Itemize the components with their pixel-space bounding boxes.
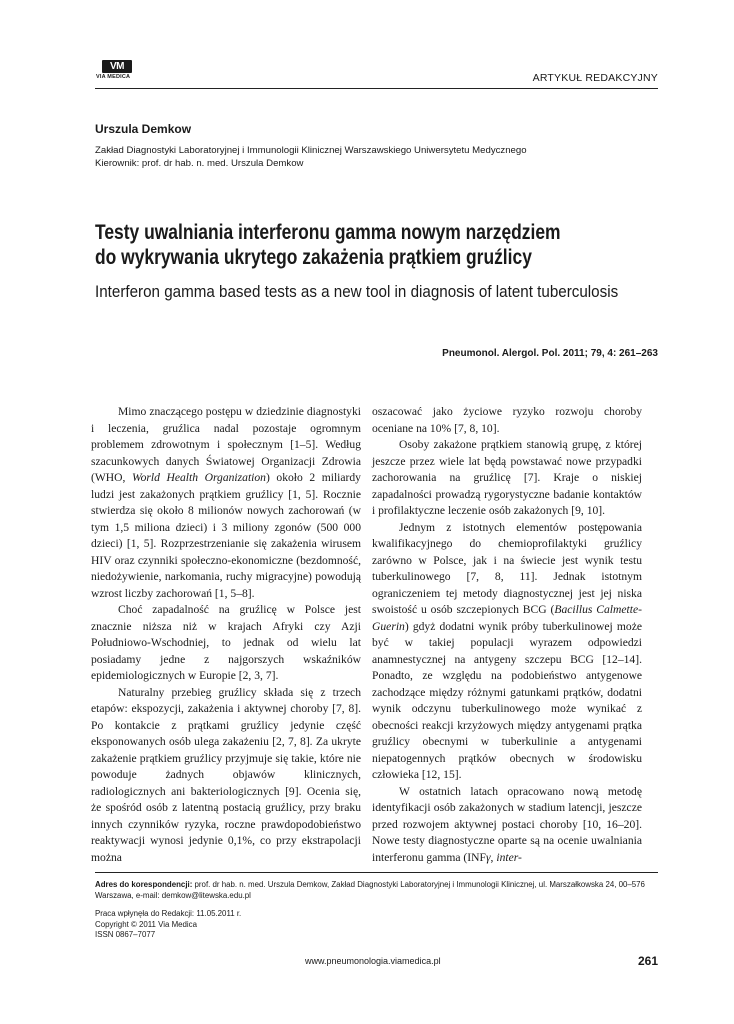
paragraph: Jednym z istotnych elementów postępowania kwalifikacyjnego do chemioprofilaktyki gruźlicy zarówno w Polsce, jak i na świecie jest wynik testu tuberkulinowego [7, 8, 11]. Jednak istotnym ograniczeniem tej metody diagnostycznej jest jej niska swoistość u osób szczepionych BCG (Bacillus Calmette-Guerin) gdyż dodatni wynik próby tuberkulinowej może być w takiej populacji wyrazem odpowiedzi anamnestycznej na antygeny szczepu BCG [12–14]. Ponadto, ze względu na podobieństwo antygenowe zachodzące między różnymi gatunkami prątków, dodatni wynik odczynu tuberkulinowego może wynikać z obecności reakcji krzyżowych między antygenami prątka gruźlicy obecnymi w tuberkulinie a antygenami niepatogennych prątków obecnych w środowisku człowieka [12, 15]. [372,520,642,781]
title-polish [95,220,561,270]
journal-citation: Pneumonol. Alergol. Pol. 2011; 79, 4: 261–263 [442,348,658,359]
copyright: Copyright © 2011 Via Medica [95,919,198,929]
issn: ISSN 0867–7077 [95,930,156,939]
title-english: Interferon gamma based tests as a new tool in diagnosis of latent tuberculosis [95,283,619,301]
correspondence-label: Adres do korespondencji: [95,880,193,889]
paragraph: W ostatnich latach opracowano nową metodę identyfikacji osób zakażonych w stadium latencji, jeszcze przed rozwojem aktywnej postaci choroby [10, 16–20]. Nowe testy diagnostyczne oparte są na ocenie uwalniania interferonu gamma (INFγ, inter- [372,784,642,864]
department-head: Kierownik: prof. dr hab. n. med. Urszula Demkow [95,157,304,169]
title-polish-line-2: do wykrywania ukrytego zakażenia prątkiem gruźlicy [95,246,532,269]
correspondence-text: prof. dr hab. n. med. Urszula Demkow, Zakład Diagnostyki Laboratoryjnej i Immunologii Klinicznej, ul. Marszałkowska 24, 00–576 Warszawa, e-mail: demkow@litewska.edu.pl [95,880,645,900]
received-date: Praca wpłynęła do Redakcji: 11.05.2011 r. [95,909,242,918]
emphasis: inter- [496,850,522,864]
paragraph: Mimo znaczącego postępu w dziedzinie diagnostyki i leczenia, gruźlica nadal pozostaje ogromnym problemem zdrowotnym i społecznym [1–5]. Według szacunkowych danych Światowej Organizacji Zdrowia (WHO, World Health Organization) około 2 miliardy ludzi jest zakażonych prątkiem gruźlicy [1, 5]. Rocznie stwierdza się około 8 milionów nowych zachorowań (w tym 1,5 miliona dzieci) i 3 miliony zgonów (500 000 dzieci) [1, 5]. Rozprzestrzenianie się zakażenia wirusem HIV oraz czynniki społeczno-ekonomiczne (bezdomność, niedożywienie, narkomania, ruchy migracyjne) powodują wzrost liczby zachorowań [1, 5–8]. [91,405,361,600]
paragraph-continued: oszacować jako życiowe ryzyko rozwoju choroby oceniane na 10% [7, 8, 10]. [372,405,642,435]
author-affiliation-block [95,145,527,170]
paragraph: Osoby zakażone prątkiem stanowią grupę, z której jeszcze przez wiele lat będą powstawać nowe przypadki zachorowania na gruźlicę [7]. Kraje o niskiej zapadalności prowadzą rygorystyczne badanie kontaktów i profilaktyczne leczenie osób zakażonych [9, 10]. [372,438,642,517]
section-label: ARTYKUŁ REDAKCYJNY [532,72,658,84]
emphasis: World Health Organization [132,471,266,484]
body-column-left [91,404,361,866]
page-number: 261 [637,954,658,968]
author-name: Urszula Demkow [95,122,192,136]
logo-text: VIA MEDICA [96,74,131,80]
author-affiliation: Zakład Diagnostyki Laboratoryjnej i Immunologii Klinicznej Warszawskiego Uniwersytetu Medycznego [95,145,527,156]
via-medica-logo [96,60,144,81]
title-polish-line-1: Testy uwalniania interferonu gamma nowym narzędziem [95,221,561,244]
journal-url[interactable]: www.pneumonologia.viamedica.pl [305,956,441,966]
publication-meta [95,909,661,941]
emphasis: Bacillus Calmette-Guerin [372,603,642,633]
paragraph: Choć zapadalność na gruźlicę w Polsce jest znacznie niższa niż w krajach Afryki czy Azji Południowo-Wschodniej, to jednak od wielu lat posiadamy jedne z najgorszych wskaźników epidemiologicznych w Europie [2, 3, 7]. [91,603,361,682]
footer-divider [95,872,658,873]
body-column-right [372,404,642,866]
gamma-symbol: γ [485,850,491,864]
header-divider [95,88,658,89]
paragraph: Naturalny przebieg gruźlicy składa się z trzech etapów: ekspozycji, zakażenia i aktywnej choroby [7, 8]. Po kontakcie z prątkami gruźlicy jedynie część eksponowanych osób ulega zakażeniu [2, 7, 8]. Za ukryte zakażenie prątkiem gruźlicy przyjmuje się takie, które nie powoduje żadnych objawów klinicznych, radiologicznych ani bakteriologicznych [9]. Ocenia się, że spośród osób z latentną postacią gruźlicy, przy braku innych czynników ryzyka, roczne prawdopodobieństwo reaktywacji wynosi jedynie 0,1%, co przy ekstrapolacji można [91,685,361,864]
logo-mark: VM [102,60,132,73]
correspondence-address [95,880,661,901]
